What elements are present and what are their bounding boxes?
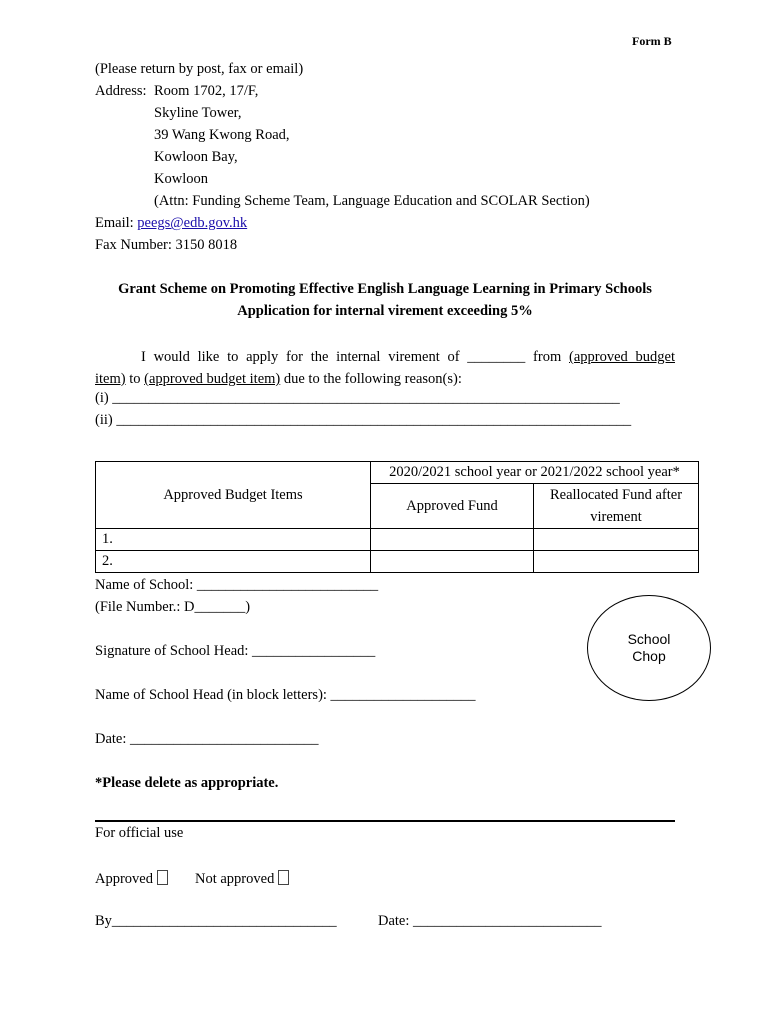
divider bbox=[95, 820, 675, 822]
chop-label: School bbox=[627, 631, 671, 647]
reason-i: (i) ______________________________________________________________________ bbox=[95, 390, 620, 406]
not-approved-option[interactable] bbox=[195, 870, 289, 888]
budget-table bbox=[95, 461, 699, 573]
address-line: (Attn: Funding Scheme Team, Language Education and SCOLAR Section) bbox=[154, 193, 590, 209]
email-link[interactable]: peegs@edb.gov.hk bbox=[137, 215, 248, 231]
col-header-budget-items: Approved Budget Items bbox=[96, 462, 371, 529]
email-label: Email: bbox=[95, 215, 134, 231]
col-group-header-school-year: 2020/2021 school year or 2021/2022 school year* bbox=[371, 462, 699, 484]
approved-label: Approved bbox=[95, 871, 153, 887]
school-name-field[interactable]: Name of School: _________________________ bbox=[95, 577, 379, 593]
not-approved-checkbox[interactable] bbox=[278, 870, 289, 885]
approved-checkbox[interactable] bbox=[157, 870, 168, 885]
return-note: (Please return by post, fax or email) bbox=[95, 61, 304, 77]
by-field[interactable]: By_______________________________ bbox=[95, 913, 337, 929]
application-line-1 bbox=[95, 346, 675, 368]
reallocated-fund-cell[interactable] bbox=[534, 551, 699, 573]
address-label: Address: bbox=[95, 83, 147, 99]
signature-field[interactable]: Signature of School Head: _________________ bbox=[95, 643, 376, 659]
date-field[interactable]: Date: __________________________ bbox=[95, 731, 319, 747]
address-line: 39 Wang Kwong Road, bbox=[154, 127, 290, 143]
row-number: 1. bbox=[96, 529, 371, 551]
address-line: Kowloon Bay, bbox=[154, 149, 238, 165]
application-paragraph bbox=[95, 346, 675, 390]
table-row bbox=[96, 551, 699, 573]
col-header-approved-fund: Approved Fund bbox=[371, 484, 534, 529]
reallocated-header-line: virement bbox=[590, 509, 642, 525]
address-line: Room 1702, 17/F, bbox=[154, 83, 259, 99]
email-row bbox=[95, 215, 247, 232]
official-use-heading: For official use bbox=[95, 825, 184, 841]
budget-item-to: (approved budget item) bbox=[144, 371, 281, 387]
col-header-reallocated-fund bbox=[534, 484, 699, 529]
not-approved-label: Not approved bbox=[195, 871, 275, 887]
file-number-field[interactable]: (File Number.: D_______) bbox=[95, 599, 251, 615]
approved-fund-cell[interactable] bbox=[371, 551, 534, 573]
reason-intro: due to the following reason(s): bbox=[283, 371, 462, 387]
head-name-field[interactable]: Name of School Head (in block letters): ____________________ bbox=[95, 687, 476, 703]
form-label: Form B bbox=[632, 34, 672, 48]
table-row bbox=[96, 529, 699, 551]
address-line: Skyline Tower, bbox=[154, 105, 242, 121]
approved-fund-cell[interactable] bbox=[371, 529, 534, 551]
reallocated-header-line: Reallocated Fund after bbox=[549, 487, 683, 503]
fax-number: Fax Number: 3150 8018 bbox=[95, 237, 238, 253]
form-title: Grant Scheme on Promoting Effective English Language Learning in Primary Schools bbox=[118, 281, 652, 297]
school-chop-circle bbox=[587, 595, 711, 701]
approved-option[interactable] bbox=[95, 870, 168, 888]
form-subtitle: Application for internal virement exceeding 5% bbox=[237, 303, 533, 319]
application-text: I would like to apply for the internal virement of ________ from bbox=[141, 349, 562, 365]
reallocated-fund-cell[interactable] bbox=[534, 529, 699, 551]
to-word: to bbox=[129, 371, 141, 387]
application-line-2 bbox=[95, 368, 675, 390]
delete-note: *Please delete as appropriate. bbox=[95, 775, 279, 791]
budget-item-from: (approved budget bbox=[569, 349, 675, 365]
budget-item-from-cont: item) bbox=[95, 371, 126, 387]
address-line: Kowloon bbox=[154, 171, 208, 187]
official-date-field[interactable]: Date: __________________________ bbox=[378, 913, 602, 929]
chop-label: Chop bbox=[632, 648, 666, 664]
reason-ii: (ii) _______________________________________________________________________ bbox=[95, 412, 632, 428]
row-number: 2. bbox=[96, 551, 371, 573]
